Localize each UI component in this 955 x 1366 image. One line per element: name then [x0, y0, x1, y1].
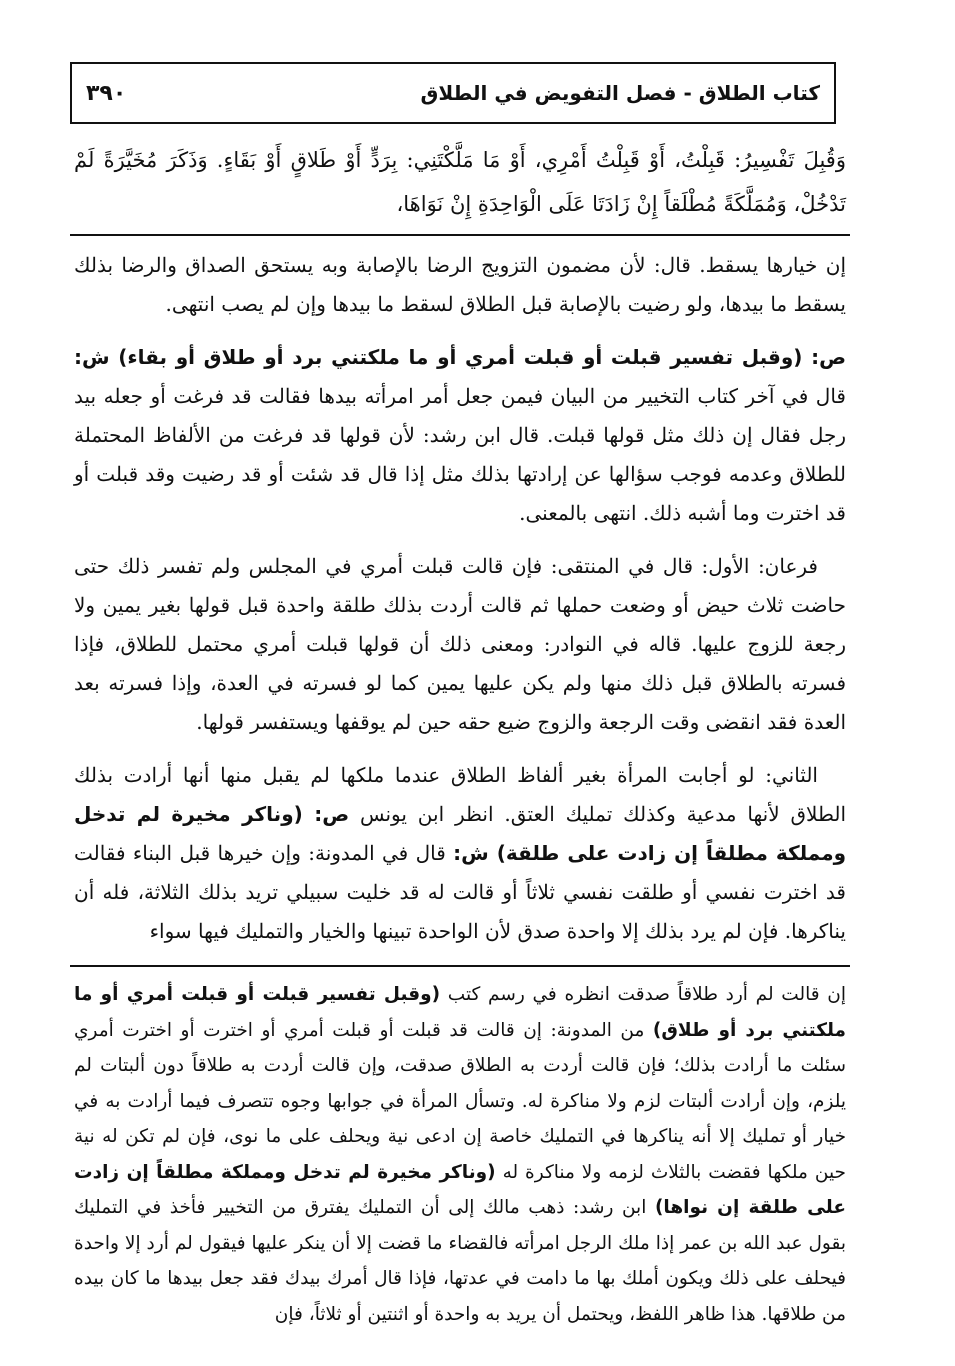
- commentary: [70, 246, 850, 951]
- commentary-paragraph-2: [70, 338, 850, 533]
- commentary-text-2: قال في آخر كتاب التخيير من البيان فيمن جعل أمر امرأته بيدها فقالت قد فرغت أو جعله بيد رجل فقال إن ذلك مثل قولها قبلت. قال ابن رشد: لأن قولها قد فرغت من الألفاظ المحتملة للطلاق وعدمه فوجب سؤالها عن إرادتها بذلك مثل إذا قال قد شئت أو قد رضيت وقد قبلت أو قد اخترت وما أشبه ذلك. انتهى بالمعنى.: [74, 384, 846, 525]
- footnote-text-a: إن قالت لم أرد طلاقاً صدقت انظره في رسم كتب: [447, 984, 846, 1005]
- footnote-block: [70, 977, 850, 1332]
- commentary-heading-1: ص: (وقبل تفسير قبلت أو قبلت أمري أو ما ملكتني برد أو طلاق أو بقاء) ش:: [74, 345, 846, 369]
- footnote-divider: [70, 965, 850, 967]
- commentary-text-4a: الثاني: لو أجابت المرأة بغير ألفاظ الطلاق عندما ملكها لم يقبل منها أنها أرادت بذلك الطلاق لأنها مدعية وكذلك تمليك العتق. انظر ابن يونس: [74, 763, 846, 826]
- commentary-text-3: فرعان: الأول: قال في المنتقى: فإن قالت قبلت أمري في المجلس ولم تفسر ذلك حتى حاضت ثلاث حيض أو وضعت حملها ثم قالت أردت بذلك طلقة واحدة قبل قولها بغير يمين ولا رجعة للزوج عليها. قاله في النوادر: ومعنى ذلك أن قولها قبلت أمري محتمل للطلاق، فإذا فسرته بالطلاق قبل ذلك منها ولم يكن عليها يمين كما لو فسرته في العدة، وإذا فسرته بعد العدة فقد انقضى وقت الرجعة والزوج ضيع حقه حين لم يوقفها ويستفسر قولها.: [74, 554, 846, 734]
- commentary-paragraph-1: إن خيارها يسقط. قال: لأن مضمون التزويج الرضا بالإصابة وبه يستحق الصداق والرضا بذلك يسقط ما بيدها، ولو رضيت بالإصابة قبل الطلاق لسقط ما بيدها وإن لم يصب انتهى.: [74, 253, 847, 316]
- matn-divider: [70, 234, 850, 236]
- commentary-text-4b: قال في المدونة: وإن خيرها قبل البناء فقالت قد اخترت نفسي أو طلقت نفسي ثلاثاً أو قالت له قد خليت سبيلي تريد بذلك الثلاثة، فله أن يناكرها. فإن لم يرد بذلك إلا واحدة صدق لأن الواحدة تبينها والخيار والتمليك فيها سواء: [74, 841, 846, 943]
- header-title: كتاب الطلاق - فصل التفويض في الطلاق: [420, 81, 820, 105]
- page-number: ٣٩٠: [86, 80, 127, 106]
- matn-text: وَقُبِلَ تَفْسِيرُ: قَبِلْتُ، أَوْ قَبِلْتُ أَمْرِي، أَوْ مَا مَلَّكْتَنِي: بِرَدٍّ أَوْ طَلاقٍ أَوْ بَقَاءٍ. وَذَكَرَ مُخَيَّرَةً لَمْ تَدْخُلْ، وَمُمَلَّكَةً مُطْلَقاً إِنْ زَادَتَا عَلَى الْوَاحِدَةِ إِنْ نَوَاهَا،: [74, 148, 846, 216]
- footnote-heading-2: (وناكر مخيرة لم تدخل ومملكة مطلقاً إن زادت على طلقة إن نواها): [74, 1161, 846, 1218]
- commentary-paragraph-4: [70, 756, 850, 951]
- footnote-heading-1: (وقبل تفسير قبلت أو قبلت أمري أو ما ملكتني برد أو طلاق): [74, 984, 846, 1041]
- book-page: [70, 62, 850, 1352]
- commentary-heading-2: ص: (وناكر مخيرة لم تدخل ومملكة مطلقاً إن زادت على طلقة) ش:: [74, 802, 847, 865]
- running-header: [70, 62, 836, 124]
- commentary-paragraph-3: [70, 547, 850, 742]
- footnote-text-e: ابن رشد: ذهب مالك إلى أن التمليك يفترق من التخيير فأخذ في التمليك بقول عبد الله بن عمر إذا ملك الرجل امرأته فالقضاء ما قضت إلا أن ينكر عليها فيقول لم أرد إلا واحدة فيحلف على ذلك ويكون أملك بها ما دامت في عدتها، فإذا قال أمرك بيدك فقد جعل بيدها ما كان بيده من طلاقها. هذا ظاهر اللفظ، ويحتمل أن يريد به واحدة أو اثنتين أو ثلاثاً، فإن: [74, 1197, 846, 1325]
- footnote-text-c: من المدونة: إن قالت قد قبلت أو قبلت أمري أو اخترت أو اخترت أمري سئلت ما أرادت بذلك؛ فإن قالت أردت به الطلاق صدقت، وإن قالت أردت به طلاقاً دون ألبتات لم يلزم، وإن أرادت ألبتات لزم ولا مناكرة له. وتسأل المرأة في جوابها وجوه تتصرف فيما أرادت به في خيار أو تمليك إلا أنه يناكرها في التمليك خاصة إن ادعى نية ويحلف على ما نوى، فإن لم تكن له نية حين ملكها فقضت بالثلاث لزمه ولا مناكرة له: [74, 1019, 846, 1183]
